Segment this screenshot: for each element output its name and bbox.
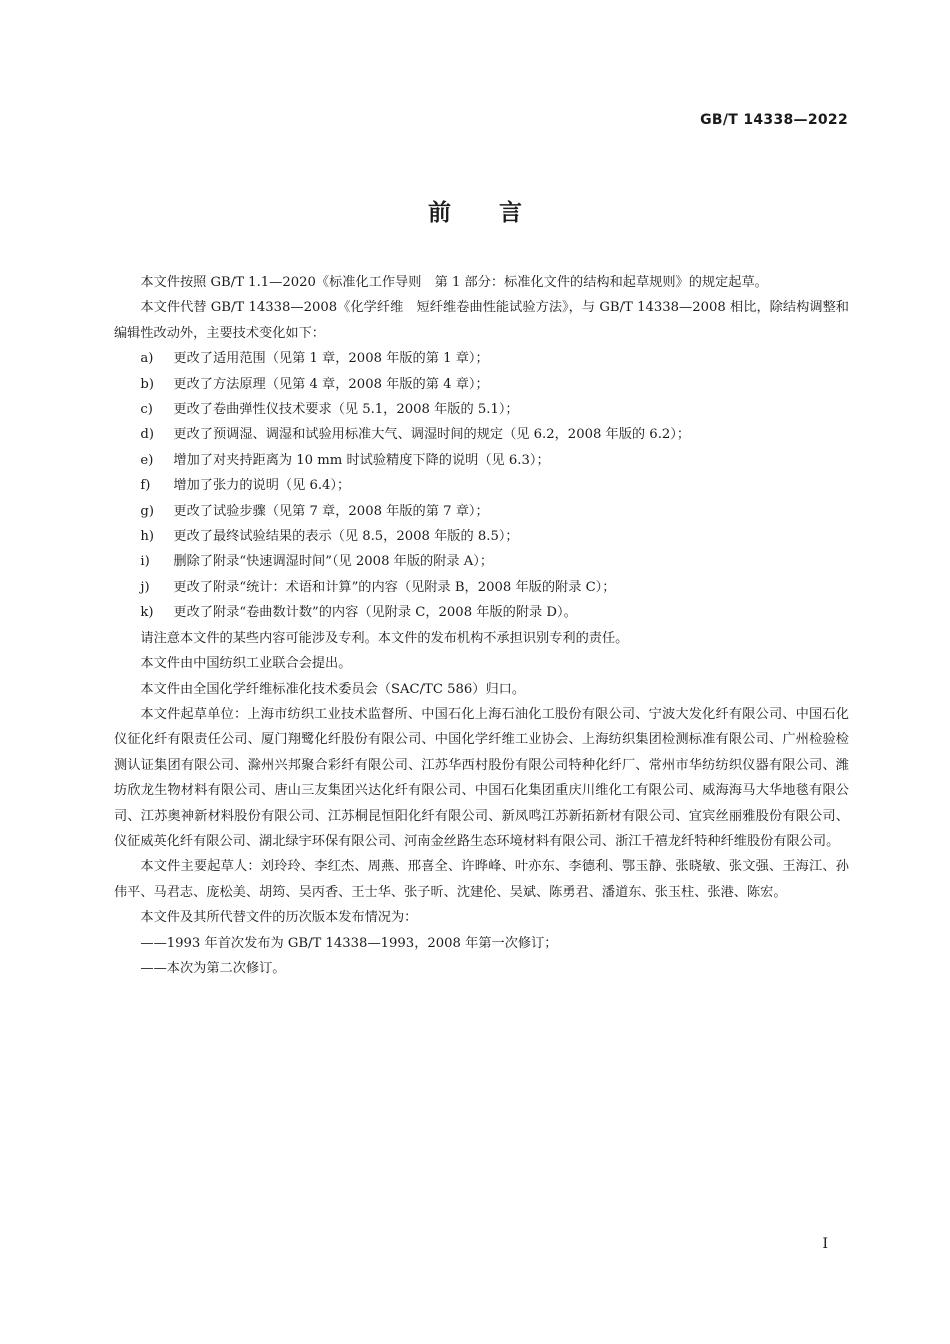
drafting-units-paragraph: 本文件起草单位：上海市纺织工业技术监督所、中国石化上海石油化工股份有限公司、宁波大发化纤有限公司、中国石化仪征化纤有限责任公司、厦门翔鹭化纤股份有限公司、中国化学纤维工业协会、上海纺织集团检测标准有限公司、广州检验检测认证集团有限公司、滁州兴邦聚合彩纤有限公司、江苏华西村股份有限公司特种化纤厂、常州市华纺纺织仪器有限公司、潍坊欣龙生物材料有限公司、唐山三友集团兴达化纤有限公司、中国石化集团重庆川维化工有限公司、威海海马大华地毯有限公司、江苏奥神新材料股份有限公司、江苏桐昆恒阳化纤有限公司、新凤鸣江苏新拓新材有限公司、宜宾丝丽雅股份有限公司、仪征威英化纤有限公司、湖北绿宇环保有限公司、河南金丝路生态环境材料有限公司、浙江千禧龙纤特种纤维股份有限公司。 xyxy=(114,706,849,849)
list-item-text: 增加了张力的说明（见 6.4）； xyxy=(173,478,351,494)
list-marker: a) xyxy=(140,351,154,367)
changes-list xyxy=(114,346,849,625)
list-item xyxy=(114,575,849,600)
list-item-text: 更改了试验步骤（见第 7 章，2008 年版的第 7 章）； xyxy=(173,503,489,519)
list-item xyxy=(114,499,849,524)
list-item-text: 更改了适用范围（见第 1 章，2008 年版的第 1 章）； xyxy=(173,351,489,367)
list-marker: d) xyxy=(140,427,154,443)
list-marker: i) xyxy=(140,554,150,570)
list-item xyxy=(114,448,849,473)
list-item xyxy=(114,422,849,447)
list-item xyxy=(114,549,849,574)
list-item xyxy=(114,524,849,549)
page-number: I xyxy=(822,1236,828,1252)
list-item xyxy=(114,397,849,422)
list-item-text: 更改了预调湿、调湿和试验用标准大气、调湿时间的规定（见 6.2，2008 年版的 6.2）； xyxy=(173,427,691,443)
list-marker: e) xyxy=(140,452,154,468)
list-marker: j) xyxy=(140,579,150,595)
list-marker: g) xyxy=(140,503,154,519)
intro-paragraph: 本文件按照 GB/T 1.1—2020《标准化工作导则 第 1 部分：标准化文件的结构和起草规则》的规定起草。 xyxy=(140,275,768,290)
proposer-paragraph: 本文件由中国纺织工业联合会提出。 xyxy=(140,656,352,672)
list-item-text: 更改了卷曲弹性仪技术要求（见 5.1，2008 年版的 5.1）； xyxy=(173,402,519,418)
committee-paragraph: 本文件由全国化学纤维标准化技术委员会（SAC/TC 586）归口。 xyxy=(140,681,526,697)
list-marker: k) xyxy=(140,605,154,621)
list-item xyxy=(114,372,849,397)
document-code: GB/T 14338—2022 xyxy=(700,112,848,128)
list-marker: c) xyxy=(140,402,153,418)
list-marker: b) xyxy=(140,376,154,392)
drafters-paragraph: 本文件主要起草人：刘玲玲、李红杰、周燕、邢喜全、许晔峰、叶亦东、李德利、鄂玉静、张晓敏、张文强、王海江、孙伟平、马君志、庞松美、胡筠、吴丙香、王士华、张子昕、沈建伦、吴斌、陈勇君、潘道东、张玉柱、张港、陈宏。 xyxy=(114,859,849,900)
foreword-content xyxy=(114,270,849,981)
list-item xyxy=(114,600,849,625)
history-item: ——本次为第二次修订。 xyxy=(140,960,286,976)
list-item xyxy=(114,346,849,371)
history-intro: 本文件及其所代替文件的历次版本发布情况为： xyxy=(140,910,418,926)
list-item xyxy=(114,473,849,498)
list-item-text: 增加了对夹持距离为 10 mm 时试验精度下降的说明（见 6.3）； xyxy=(173,452,550,468)
list-item-text: 删除了附录“快速调湿时间”（见 2008 年版的附录 A）； xyxy=(173,554,494,570)
list-item-text: 更改了附录“卷曲数计数”的内容（见附录 C，2008 年版的附录 D）。 xyxy=(173,605,577,621)
patent-notice: 请注意本文件的某些内容可能涉及专利。本文件的发布机构不承担识别专利的责任。 xyxy=(140,630,629,646)
list-marker: h) xyxy=(140,529,155,545)
list-item-text: 更改了最终试验结果的表示（见 8.5，2008 年版的 8.5）； xyxy=(173,529,519,545)
list-item-text: 更改了附录“统计：术语和计算”的内容（见附录 B，2008 年版的附录 C）； xyxy=(173,579,616,595)
list-marker: f) xyxy=(140,478,151,494)
history-item: ——1993 年首次发布为 GB/T 14338—1993，2008 年第一次修订； xyxy=(140,935,558,951)
page-title: 前言 xyxy=(428,200,570,226)
intro-paragraph: 本文件代替 GB/T 14338—2008《化学纤维 短纤维卷曲性能试验方法》，与 GB/T 14338—2008 相比，除结构调整和编辑性改动外，主要技术变化如下： xyxy=(114,300,849,341)
list-item-text: 更改了方法原理（见第 4 章，2008 年版的第 4 章）； xyxy=(173,376,489,392)
